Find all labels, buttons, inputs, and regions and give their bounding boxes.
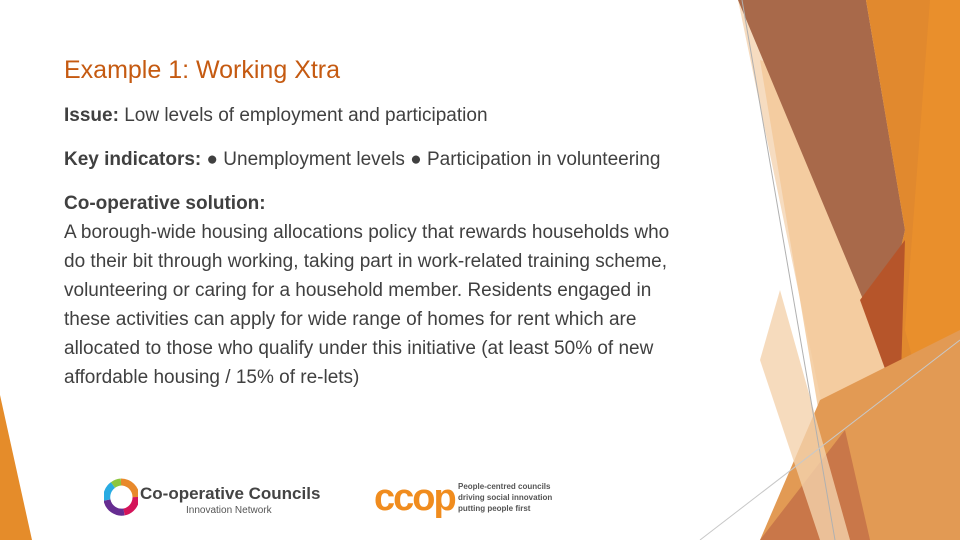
ccoop-tagline-3: putting people first bbox=[458, 504, 531, 513]
cc-logo-subtitle: Innovation Network bbox=[186, 505, 272, 516]
slide-content bbox=[64, 56, 684, 407]
solution-label: Co-operative solution: bbox=[64, 193, 266, 214]
ccoop-wordmark: ccop bbox=[374, 477, 455, 519]
indicators-paragraph bbox=[64, 145, 684, 174]
issue-text: Low levels of employment and participation bbox=[118, 105, 488, 126]
ccoop-tagline-1: People-centred councils bbox=[458, 482, 551, 491]
ccoop-tagline-2: driving social innovation bbox=[458, 493, 553, 502]
solution-paragraph bbox=[64, 189, 684, 392]
ring-logo-icon bbox=[104, 478, 138, 518]
cooperative-councils-logo bbox=[104, 476, 321, 522]
indicators-text: ● Unemployment levels ● Participation in volunteering bbox=[201, 149, 661, 170]
issue-label: Issue: bbox=[64, 105, 119, 126]
issue-paragraph bbox=[64, 101, 684, 130]
solution-text: A borough-wide housing allocations policy that rewards households who do their bit through working, taking part in work-related training scheme, volunteering or caring for a household member. Residents engaged in these activities can apply for wide range of homes for rent which are allocated to those who qualify under this initiative (at least 50% of new affordable housing / 15% of re-lets) bbox=[64, 222, 670, 388]
slide-title: Example 1: Working Xtra bbox=[64, 56, 341, 84]
cc-logo-title: Co-operative Councils bbox=[140, 484, 321, 503]
indicators-label: Key indicators: bbox=[64, 149, 202, 170]
ccoop-logo bbox=[374, 476, 564, 522]
